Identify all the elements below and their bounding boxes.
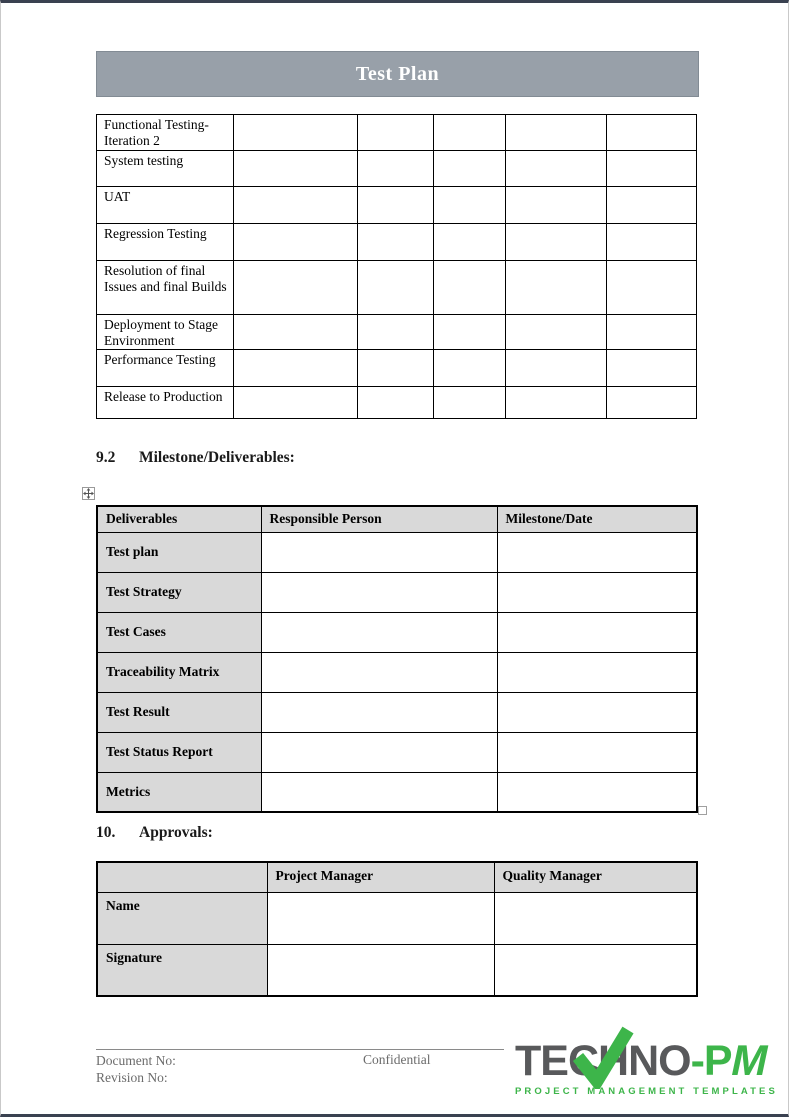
row-label-cell: Test Status Report (97, 732, 261, 772)
empty-cell[interactable] (494, 944, 697, 996)
empty-cell[interactable] (506, 315, 607, 350)
logo-text-h: H (598, 1037, 629, 1085)
empty-cell[interactable] (497, 612, 697, 652)
document-no-label: Document No: (96, 1053, 176, 1068)
empty-cell[interactable] (267, 892, 494, 944)
empty-cell[interactable] (234, 187, 358, 224)
empty-cell[interactable] (497, 532, 697, 572)
empty-cell[interactable] (506, 115, 607, 151)
table-row (97, 315, 697, 350)
row-label-cell: System testing (97, 151, 234, 187)
empty-cell[interactable] (358, 350, 434, 387)
row-label-cell: Test Cases (97, 612, 261, 652)
table-row (97, 944, 697, 996)
table-row (97, 387, 697, 419)
empty-cell[interactable] (506, 350, 607, 387)
check-icon (572, 1025, 634, 1089)
empty-cell[interactable] (267, 944, 494, 996)
empty-cell[interactable] (434, 315, 506, 350)
empty-cell[interactable] (497, 692, 697, 732)
row-label-cell: Name (97, 892, 267, 944)
empty-cell[interactable] (234, 224, 358, 261)
empty-cell[interactable] (234, 151, 358, 187)
empty-cell[interactable] (506, 151, 607, 187)
empty-cell[interactable] (261, 612, 497, 652)
table-resize-handle[interactable] (698, 806, 707, 815)
empty-cell[interactable] (506, 387, 607, 419)
logo-subtitle: PROJECT MANAGEMENT TEMPLATES (515, 1086, 778, 1097)
row-label-cell: UAT (97, 187, 234, 224)
table-row (97, 732, 697, 772)
row-label-cell: Metrics (97, 772, 261, 812)
table-row (97, 224, 697, 261)
empty-cell[interactable] (261, 572, 497, 612)
empty-cell[interactable] (358, 151, 434, 187)
table-row (97, 532, 697, 572)
title-banner (96, 51, 699, 97)
empty-cell[interactable] (497, 772, 697, 812)
revision-no-label: Revision No: (96, 1070, 168, 1085)
empty-cell[interactable] (607, 350, 697, 387)
empty-cell[interactable] (434, 115, 506, 151)
table-row (97, 652, 697, 692)
empty-cell[interactable] (234, 115, 358, 151)
empty-cell[interactable] (358, 261, 434, 315)
table-row (97, 187, 697, 224)
row-label-cell: Release to Production (97, 387, 234, 419)
deliverables-table (96, 505, 698, 813)
empty-cell[interactable] (234, 315, 358, 350)
empty-cell[interactable] (497, 652, 697, 692)
empty-cell[interactable] (358, 224, 434, 261)
row-label-cell: Test Result (97, 692, 261, 732)
empty-cell[interactable] (434, 387, 506, 419)
footer-divider (96, 1049, 504, 1050)
section-heading-approvals (96, 824, 213, 842)
empty-cell[interactable] (234, 350, 358, 387)
section-heading-milestones (96, 449, 295, 467)
empty-cell[interactable] (358, 187, 434, 224)
empty-cell[interactable] (497, 732, 697, 772)
table-header-row (97, 862, 697, 892)
empty-cell[interactable] (434, 350, 506, 387)
column-header-quality-manager: Quality Manager (494, 862, 697, 892)
row-label-cell: Traceability Matrix (97, 652, 261, 692)
empty-cell[interactable] (506, 261, 607, 315)
logo-text-no: NO (628, 1037, 691, 1085)
logo-text-m: M (726, 1037, 772, 1085)
four-way-arrow-icon (83, 488, 94, 499)
empty-cell[interactable] (434, 224, 506, 261)
logo-text-tec: TEC (515, 1037, 598, 1085)
column-header-responsible-person: Responsible Person (261, 506, 497, 532)
table-row (97, 612, 697, 652)
empty-cell[interactable] (607, 224, 697, 261)
empty-cell[interactable] (434, 261, 506, 315)
empty-cell[interactable] (261, 732, 497, 772)
row-label-cell: Performance Testing (97, 350, 234, 387)
footer-document-info (96, 1052, 176, 1086)
row-label-cell: Signature (97, 944, 267, 996)
table-row (97, 151, 697, 187)
logo-wordmark (515, 1037, 772, 1085)
table-row (97, 261, 697, 315)
table-row (97, 572, 697, 612)
row-label-cell: Regression Testing (97, 224, 234, 261)
column-header-deliverables: Deliverables (97, 506, 261, 532)
techno-pm-logo (515, 1037, 778, 1097)
section-number: 9.2 (96, 449, 116, 466)
table-row (97, 892, 697, 944)
logo-text-dash-p: -P (690, 1037, 732, 1085)
empty-cell[interactable] (607, 151, 697, 187)
empty-cell[interactable] (261, 532, 497, 572)
empty-cell[interactable] (494, 892, 697, 944)
table-row (97, 115, 697, 151)
empty-cell[interactable] (234, 261, 358, 315)
empty-cell[interactable] (358, 387, 434, 419)
table-header-row (97, 506, 697, 532)
empty-cell[interactable] (358, 115, 434, 151)
section-title: Milestone/Deliverables: (139, 449, 295, 466)
empty-cell[interactable] (607, 261, 697, 315)
test-schedule-table (96, 114, 697, 419)
table-row (97, 772, 697, 812)
approvals-table (96, 861, 698, 997)
empty-cell[interactable] (434, 151, 506, 187)
empty-cell[interactable] (261, 692, 497, 732)
column-header-project-manager: Project Manager (267, 862, 494, 892)
empty-cell[interactable] (607, 187, 697, 224)
confidential-label: Confidential (363, 1052, 431, 1067)
empty-cell[interactable] (506, 187, 607, 224)
empty-cell[interactable] (607, 115, 697, 151)
empty-cell[interactable] (234, 387, 358, 419)
empty-cell[interactable] (434, 187, 506, 224)
empty-cell[interactable] (607, 315, 697, 350)
empty-cell[interactable] (506, 224, 607, 261)
section-number: 10. (96, 824, 116, 841)
table-row (97, 692, 697, 732)
empty-cell[interactable] (261, 772, 497, 812)
column-header-milestone-date: Milestone/Date (497, 506, 697, 532)
empty-cell[interactable] (607, 387, 697, 419)
row-label-cell: Functional Testing-Iteration 2 (97, 115, 234, 151)
empty-cell[interactable] (497, 572, 697, 612)
table-move-handle-icon[interactable] (82, 487, 95, 500)
table-row (97, 350, 697, 387)
page-title: Test Plan (355, 62, 440, 85)
row-label-cell: Test plan (97, 532, 261, 572)
row-label-cell: Deployment to Stage Environment (97, 315, 234, 350)
section-title: Approvals: (139, 824, 213, 841)
row-label-cell: Resolution of final Issues and final Builds (97, 261, 234, 315)
empty-cell[interactable] (261, 652, 497, 692)
row-label-cell: Test Strategy (97, 572, 261, 612)
column-header-blank (97, 862, 267, 892)
empty-cell[interactable] (358, 315, 434, 350)
